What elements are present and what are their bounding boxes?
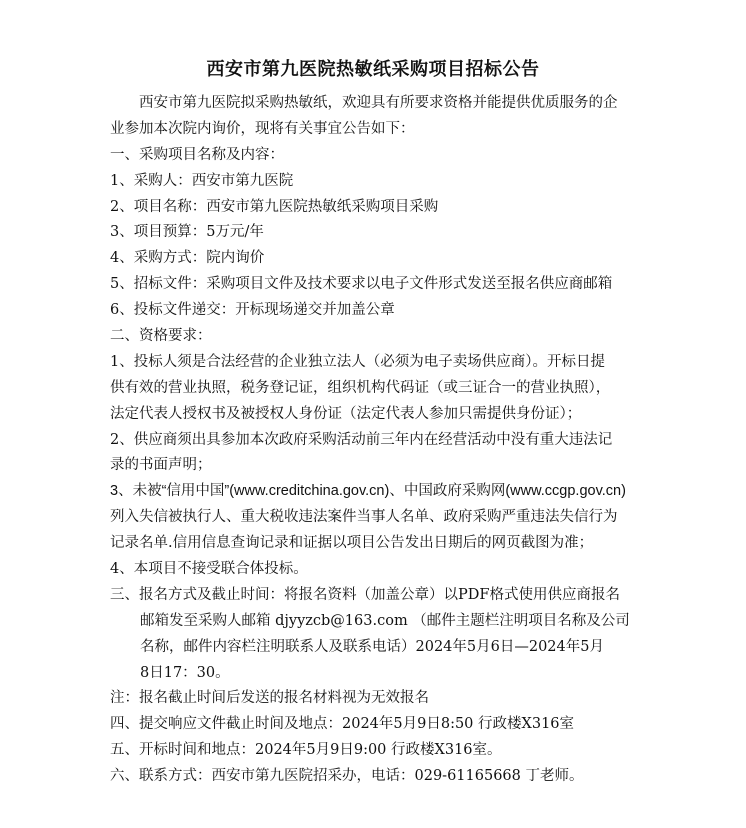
item-project-name: 2、项目名称：西安市第九医院热敏纸采购项目采购	[110, 198, 439, 215]
intro-line-1: 西安市第九医院拟采购热敏纸，欢迎具有所要求资格并能提供优质服务的企	[139, 95, 618, 111]
qualification-1-line-1: 1、投标人须是合法经营的企业独立法人（必须为电子卖场供应商）。开标日提	[110, 353, 605, 370]
qualification-2-line-2: 录的书面声明；	[110, 457, 212, 474]
qualification-3-line-3: 记录名单.信用信息查询记录和证据以项目公告发出日期后的网页截图为准；	[110, 535, 594, 552]
section-3-line-3: 名称，邮件内容栏注明联系人及联系电话）2024年5月6日—2024年5月	[140, 638, 604, 655]
qualification-3-line-2: 列入失信被执行人、重大税收违法案件当事人名单、政府采购严重违法失信行为	[110, 509, 618, 526]
qualification-1-line-2: 供有效的营业执照，税务登记证，组织机构代码证（或三证合一的营业执照），	[110, 379, 611, 396]
item-bid-submission: 6、投标文件递交：开标现场递交并加盖公章	[110, 302, 395, 319]
section-5-line: 五、开标时间和地点：2024年5月9日9:00 行政楼X316室。	[110, 742, 502, 759]
item-method: 4、采购方式：院内询价	[110, 250, 265, 267]
qualification-3-line-1: 3、未被“信用中国”(www.creditchina.gov.cn)、中国政府采购网(www.ccgp.gov.cn)	[110, 483, 626, 500]
qualification-1-line-3: 法定代表人授权书及被授权人身份证（法定代表人参加只需提供身份证）；	[110, 405, 582, 422]
qualification-4: 4、本项目不接受联合体投标。	[110, 561, 308, 578]
section-1-heading: 一、采购项目名称及内容：	[110, 146, 284, 163]
item-purchaser: 1、采购人：西安市第九医院	[110, 172, 294, 189]
intro-line-2: 业参加本次院内询价，现将有关事宜公告如下：	[110, 120, 415, 137]
section-6-line: 六、联系方式：西安市第九医院招采办，电话：029-61165668 丁老师。	[110, 768, 584, 785]
section-4-line: 四、提交响应文件截止时间及地点：2024年5月9日8:50 行政楼X316室	[110, 716, 575, 733]
section-2-heading: 二、资格要求：	[110, 328, 212, 345]
qualification-2-line-1: 2、供应商须出具参加本次政府采购活动前三年内在经营活动中没有重大违法记	[110, 431, 613, 448]
section-3-line-1: 三、报名方式及截止时间：将报名资料（加盖公章）以PDF格式使用供应商报名	[110, 586, 620, 603]
section-3-line-4: 8日17：30。	[140, 664, 230, 681]
section-3-line-2: 邮箱发至采购人邮箱 djyyzcb@163.com （邮件主题栏注明项目名称及公司	[140, 612, 630, 629]
item-tender-docs: 5、招标文件：采购项目文件及技术要求以电子文件形式发送至报名供应商邮箱	[110, 276, 613, 293]
item-budget: 3、项目预算：5万元/年	[110, 224, 264, 241]
document-title: 西安市第九医院热敏纸采购项目招标公告	[206, 59, 540, 80]
document-body	[110, 91, 642, 790]
note-line: 注：报名截止时间后发送的报名材料视为无效报名	[110, 690, 429, 707]
